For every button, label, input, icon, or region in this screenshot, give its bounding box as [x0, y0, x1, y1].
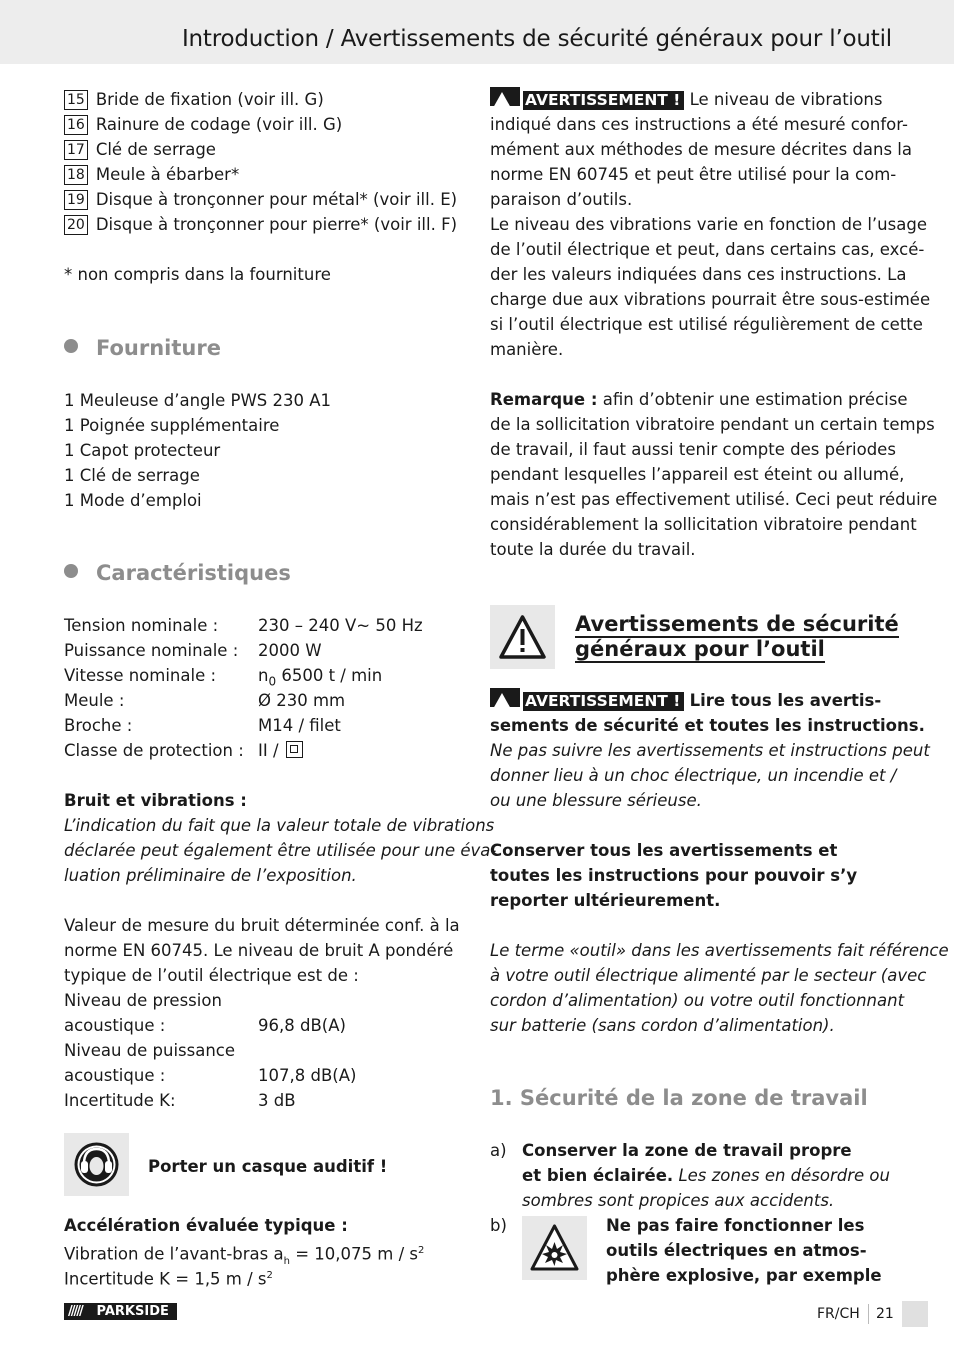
terme-line: à votre outil électrique alimenté par le secteur (avec	[490, 966, 927, 985]
noise-value: 96,8 dB(A)	[258, 1016, 346, 1035]
warning-text-line: Le niveau des vibrations varie en fonction de l’usage	[490, 215, 927, 234]
accel-sup: 2	[417, 1245, 425, 1256]
bruit-text-line: Valeur de mesure du bruit déterminée conf. à la	[64, 916, 460, 935]
warning-triangle-icon	[490, 605, 555, 669]
spec-label: Vitesse nominale :	[64, 666, 217, 685]
item-a-text: sombres sont propices aux accidents.	[522, 1191, 835, 1210]
item-a-italic: Les zones en désordre ou	[678, 1166, 890, 1185]
warning-text-line: norme EN 60745 et peut être utilisé pour la com-	[490, 165, 897, 184]
remarque-label: Remarque :	[490, 390, 598, 409]
item-a-text: Conserver la zone de travail propre	[522, 1141, 852, 1160]
spec-value: Ø 230 mm	[258, 691, 346, 710]
footer-lang: FR/CH	[817, 1306, 860, 1322]
terme-line: sur batterie (sans cordon d’alimentation).	[490, 1016, 835, 1035]
ear-protection-icon	[64, 1133, 129, 1196]
warning-italic-line: donner lieu à un choc électrique, un incendie et /	[490, 766, 897, 785]
value-sub: 0	[268, 674, 277, 689]
warning-text: Le niveau de vibrations	[689, 90, 883, 109]
spec-value: M14 / filet	[258, 716, 341, 735]
list-item: 1 Capot protecteur	[64, 441, 221, 460]
list-item	[64, 187, 457, 212]
fourniture-heading	[64, 336, 221, 360]
warning-text-line: der les valeurs indiquées dans ces instructions. La	[490, 265, 907, 284]
terme-line: cordon d’alimentation) ou votre outil fonctionnant	[490, 991, 905, 1010]
list-item	[64, 137, 216, 162]
item-b-text: Ne pas faire fonctionner les	[606, 1216, 865, 1235]
list-item	[64, 212, 457, 237]
warning-text-line: si l’outil électrique est utilisé régulièrement de cette	[490, 315, 923, 334]
item-label: b)	[490, 1216, 507, 1235]
spec-label: Meule :	[64, 691, 125, 710]
part-number: 17	[64, 140, 88, 160]
part-label: Clé de serrage	[95, 140, 216, 159]
heading-text: Caractéristiques	[96, 561, 291, 585]
item-a-text	[522, 1163, 890, 1188]
remarque-text-line: mais n’est pas effectivement utilisé. Ceci peut réduire	[490, 490, 938, 509]
remarque-line	[490, 387, 908, 412]
section-title-line: Avertissements de sécurité	[575, 612, 899, 636]
value-prefix: n	[258, 666, 269, 685]
footer-divider	[868, 1304, 869, 1324]
parkside-logo	[64, 1303, 177, 1320]
acceleration-line	[64, 1263, 273, 1292]
item-b-text: phère explosive, par exemple	[606, 1266, 882, 1285]
noise-value: 3 dB	[258, 1091, 296, 1110]
warning-line	[490, 688, 881, 713]
part-label: Rainure de codage (voir ill. G)	[95, 115, 343, 134]
footer-tab	[902, 1301, 928, 1327]
bullet-icon	[64, 339, 78, 353]
warning-text-line: sements de sécurité et toutes les instructions.	[490, 716, 925, 735]
warning-text-line: charge due aux vibrations pourrait être sous-estimée	[490, 290, 931, 309]
item-label: a)	[490, 1141, 507, 1160]
spec-value: 2000 W	[258, 641, 322, 660]
conserver-line: toutes les instructions pour pouvoir s’y	[490, 866, 858, 885]
spec-label: Classe de protection :	[64, 741, 244, 760]
warning-text-line: paraison d’outils.	[490, 190, 633, 209]
conserver-line: Conserver tous les avertissements et	[490, 841, 838, 860]
list-item	[64, 162, 239, 187]
item-b-text: outils électriques en atmos-	[606, 1241, 867, 1260]
part-label: Meule à ébarber*	[95, 165, 240, 184]
list-item	[64, 87, 324, 112]
noise-label: acoustique :	[64, 1016, 166, 1035]
section-title	[575, 612, 899, 637]
terme-line: Le terme «outil» dans les avertissements fait référence	[490, 941, 949, 960]
conserver-line: reporter ultérieurement.	[490, 891, 721, 910]
logo-stripes-icon: /////	[68, 1304, 82, 1319]
list-item: 1 Mode d’emploi	[64, 491, 202, 510]
part-number: 19	[64, 190, 88, 210]
warning-text-line: mément aux méthodes de mesure décrites dans la	[490, 140, 912, 159]
value-text: II /	[258, 741, 279, 760]
bullet-icon	[64, 564, 78, 578]
caracteristiques-heading	[64, 561, 291, 585]
bruit-italic-line: déclarée peut également être utilisée pour une éva-	[64, 841, 497, 860]
explosive-icon-box	[522, 1216, 587, 1280]
accel-text: = 10,075 m / s	[289, 1244, 418, 1264]
remarque-text: afin d’obtenir une estimation précise	[602, 390, 908, 409]
list-item: 1 Meuleuse d’angle PWS 230 A1	[64, 391, 332, 410]
accel-sub: h	[283, 1255, 290, 1267]
part-number: 18	[64, 165, 88, 185]
warning-badge: AVERTISSEMENT !	[523, 692, 684, 711]
warning-text-line: de l’outil électrique et peut, dans certains cas, excé-	[490, 240, 925, 259]
page-header-title: Introduction / Avertissements de sécurité généraux pour l’outil	[181, 26, 892, 52]
section-title-line: généraux pour l’outil	[575, 637, 825, 661]
value-text: 6500 t / min	[281, 666, 383, 685]
warning-italic-line: ou une blessure sérieuse.	[490, 791, 702, 810]
list-item	[64, 112, 342, 137]
remarque-text-line: toute la durée du travail.	[490, 540, 696, 559]
warning-icon-box	[490, 605, 555, 669]
page-number: 21	[876, 1306, 894, 1322]
list-item: 1 Clé de serrage	[64, 466, 200, 485]
remarque-text-line: considérablement la sollicitation vibratoire pendant	[490, 515, 917, 534]
accel-text: Vibration de l’avant-bras a	[64, 1244, 284, 1264]
remarque-text-line: de la sollicitation vibratoire pendant un certain temps	[490, 415, 935, 434]
acceleration-heading: Accélération évaluée typique :	[64, 1216, 348, 1235]
hearing-protection-text: Porter un casque auditif !	[148, 1157, 388, 1176]
footnote: * non compris dans la fourniture	[64, 265, 331, 284]
remarque-text-line: pendant lesquelles l’appareil est éteint ou allumé,	[490, 465, 905, 484]
bruit-italic-line: L’indication du fait que la valeur totale de vibrations	[64, 816, 495, 835]
warning-italic-line: Ne pas suivre les avertissements et instructions peut	[490, 741, 930, 760]
remarque-text-line: de travail, il faut aussi tenir compte des périodes	[490, 440, 896, 459]
brand-text: PARKSIDE	[96, 1304, 169, 1319]
part-number: 15	[64, 90, 88, 110]
section-title	[575, 637, 825, 662]
warning-text-line: manière.	[490, 340, 564, 359]
warning-triangle-icon	[490, 87, 520, 106]
part-number: 16	[64, 115, 88, 135]
spec-label: Broche :	[64, 716, 133, 735]
warning-badge: AVERTISSEMENT !	[523, 91, 684, 110]
part-label: Bride de fixation (voir ill. G)	[95, 90, 324, 109]
spec-value: 230 – 240 V~ 50 Hz	[258, 616, 423, 635]
hearing-protection-icon-box	[64, 1133, 129, 1196]
item-a-bold: et bien éclairée.	[522, 1166, 674, 1185]
noise-label: acoustique :	[64, 1066, 166, 1085]
heading-text: Fourniture	[96, 336, 221, 360]
warning-triangle-icon	[490, 688, 520, 707]
bruit-italic-line: luation préliminaire de l’exposition.	[64, 866, 357, 885]
bruit-text-line: typique de l’outil électrique est de :	[64, 966, 359, 985]
explosion-hazard-icon	[522, 1216, 587, 1280]
part-number: 20	[64, 215, 88, 235]
bruit-heading: Bruit et vibrations :	[64, 791, 247, 810]
zone-heading: 1. Sécurité de la zone de travail	[490, 1086, 868, 1110]
noise-label: Niveau de puissance	[64, 1041, 236, 1060]
noise-label: Incertitude K:	[64, 1091, 176, 1110]
warning-line	[490, 87, 882, 112]
part-label: Disque à tronçonner pour métal* (voir ill. E)	[95, 190, 458, 209]
accel-text: Incertitude K = 1,5 m / s	[64, 1269, 267, 1289]
spec-label: Tension nominale :	[64, 616, 219, 635]
warning-text-line: indiqué dans ces instructions a été mesuré confor-	[490, 115, 908, 134]
protection-class-ii-icon	[286, 741, 303, 758]
spec-label: Puissance nominale :	[64, 641, 239, 660]
noise-value: 107,8 dB(A)	[258, 1066, 357, 1085]
noise-label: Niveau de pression	[64, 991, 222, 1010]
warning-text: Lire tous les avertis-	[689, 691, 882, 710]
list-item: 1 Poignée supplémentaire	[64, 416, 280, 435]
accel-sup: 2	[266, 1270, 273, 1281]
spec-value	[258, 738, 303, 763]
bruit-text-line: norme EN 60745. Le niveau de bruit A pondéré	[64, 941, 454, 960]
part-label: Disque à tronçonner pour pierre* (voir ill. F)	[95, 215, 458, 234]
